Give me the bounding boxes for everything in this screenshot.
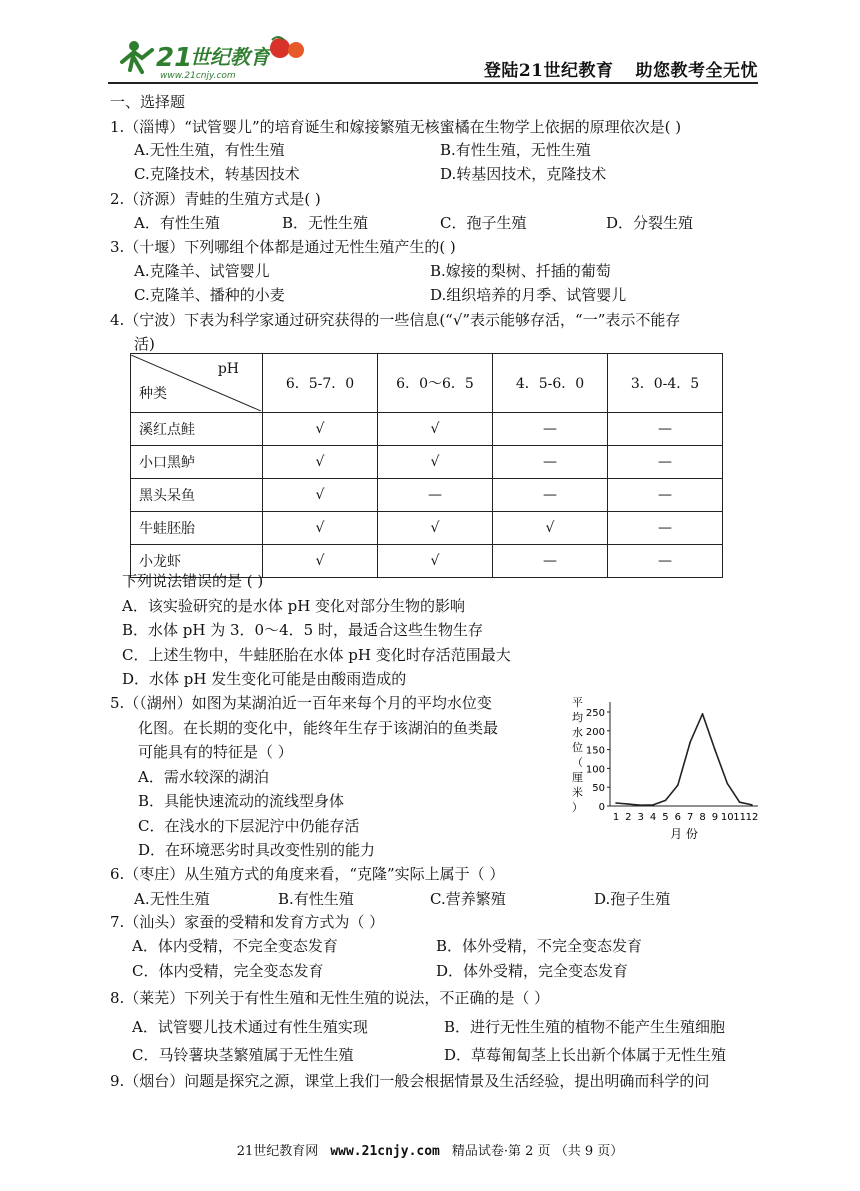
section-title: 一、选择题 [110,93,186,111]
q7-stem: 7.（汕头）家蚕的受精和发育方式为（ ） [110,913,385,931]
q6-option-c: C.营养繁殖 [430,890,506,908]
q4-option-d: D．水体 pH 发生变化可能是由酸雨造成的 [122,670,407,688]
q2-option-a: A．有性生殖 [134,214,220,232]
data-point [677,785,679,787]
q2-stem: 2.（济源）青蛙的生殖方式是( ) [110,190,321,208]
q5-stem-line3: 可能具有的特征是（ ） [138,743,293,761]
table-corner-cell [131,354,263,413]
q7-option-b: B．体外受精，不完全变态发育 [436,937,643,955]
footer-page: 精品试卷·第 2 页 （共 9 页） [451,1144,624,1159]
y-axis-label-char: （ [572,756,583,769]
x-tick-label: 9 [711,812,719,823]
data-point [628,803,630,805]
q8-option-d: D．草莓匍匐茎上长出新个体属于无性生殖 [444,1046,727,1064]
q3-option-d: D.组织培养的月季、试管婴儿 [430,286,627,304]
q1-option-b: B.有性生殖，无性生殖 [440,141,591,159]
q7-option-c: C．体内受精，完全变态发育 [132,962,324,980]
slogan-left: 登陆21世纪教育 [483,61,614,81]
table-row [131,413,723,446]
y-tick-label: 200 [585,726,605,738]
x-tick-label: 8 [699,812,706,823]
x-tick-label: 12 [745,812,759,823]
data-point [702,713,704,715]
q2-option-d: D．分裂生殖 [606,214,694,232]
footer-url: www.21cnjy.com [330,1144,440,1159]
q5-option-b: B．具能快速流动的流线型身体 [138,792,345,810]
column-header: 6．5-7．0 [263,354,378,413]
svg-text:世纪教育: 世纪教育 [190,45,270,69]
logo [112,32,312,80]
y-tick-label: 50 [592,783,605,795]
q4-option-a: A．该实验研究的是水体 pH 变化对部分生物的影响 [122,597,466,615]
data-point [714,749,716,751]
q4-stem-line1: 4.（宁波）下表为科学家通过研究获得的一些信息(“√”表示能够存活，“一”表示不能存 [110,311,681,329]
table-cell: — [608,413,723,446]
data-point [652,804,654,806]
q5-stem-line2: 化图。在长期的变化中，能终年生存于该湖泊的鱼类最 [138,719,499,737]
q3-stem: 3.（十堰）下列哪组个体都是通过无性生殖产生的( ) [110,238,456,256]
table-cell: √ [493,512,608,545]
svg-text:www.21cnjy.com: www.21cnjy.com [160,71,236,80]
q6-stem: 6.（枣庄）从生殖方式的角度来看，“克隆”实际上属于（ ） [110,865,505,883]
species-cell: 小口黑鲈 [131,446,263,479]
table-cell: — [608,545,723,578]
table-cell: √ [263,545,378,578]
header-slogan [484,56,758,81]
q5-option-d: D．在环境恶劣时具改变性别的能力 [138,841,376,859]
table-cell: — [608,446,723,479]
x-tick-label: 1 [612,812,620,823]
slogan-right: 助您教考全无忧 [635,61,758,81]
table-cell: √ [263,479,378,512]
q4-stem-line2: 活) [134,335,155,353]
q5-stem-line1: 5.（（湖州）如图为某湖泊近一百年来每个月的平均水位变 [110,694,492,712]
corner-species-label: 种类 [139,386,167,402]
x-tick-label: 5 [662,812,669,823]
corner-ph-label: pH [217,361,239,377]
table-cell: — [493,479,608,512]
y-tick-label: 250 [585,708,605,719]
table-cell: √ [378,413,493,446]
x-tick-label: 4 [649,812,657,823]
q4-option-b: B．水体 pH 为 3．0～4．5 时，最适合这些生物生存 [122,621,483,639]
species-cell: 小龙虾 [131,545,263,578]
svg-text:21: 21 [156,43,193,73]
table-cell: — [493,545,608,578]
x-axis-label: 月 份 [670,827,698,841]
q3-option-c: C.克隆羊、播种的小麦 [134,286,285,304]
q5-option-c: C．在浅水的下层泥泞中仍能存活 [138,817,360,835]
x-tick-label: 7 [686,812,694,823]
y-axis-label-char: 厘 [572,771,583,784]
table-row [131,479,723,512]
logo-graphic [112,32,312,80]
q8-stem: 8.（莱芜）下列关于有性生殖和无性生殖的说法，不正确的是（ ） [110,989,550,1007]
y-tick-label: 100 [585,764,605,776]
q1-option-c: C.克隆技术，转基因技术 [134,165,300,183]
q9-stem: 9.（烟台）问题是探究之源，课堂上我们一般会根据情景及生活经验，提出明确而科学的问 [110,1072,710,1090]
table-row [131,512,723,545]
species-cell: 牛蛙胚胎 [131,512,263,545]
q7-option-d: D．体外受精，完全变态发育 [436,962,629,980]
x-tick-label: 11 [733,812,747,823]
q3-option-b: B.嫁接的梨树、扦插的葡萄 [430,262,611,280]
data-point [615,802,617,804]
water-level-chart-svg [568,692,768,852]
q1-stem: 1.（淄博）“试管婴儿”的培育诞生和嫁接繁殖无核蜜橘在生物学上依据的原理依次是( ) [110,118,682,136]
table-cell: — [608,479,723,512]
table-cell: √ [263,413,378,446]
q1-option-d: D.转基因技术，克隆技术 [440,165,607,183]
table-header-row [131,354,723,413]
data-point [751,804,753,806]
q1-option-a: A.无性生殖，有性生殖 [134,141,285,159]
q8-option-c: C．马铃薯块茎繁殖属于无性生殖 [132,1046,354,1064]
table-cell: — [493,446,608,479]
table-cell: √ [378,446,493,479]
table-cell: — [493,413,608,446]
y-axis-label-char: 均 [572,711,583,724]
table-cell: — [608,512,723,545]
water-level-line [616,714,752,805]
data-point [689,741,691,743]
data-point [665,800,667,802]
q7-option-a: A．体内受精，不完全变态发育 [132,937,338,955]
y-axis-label-char: ） [572,801,583,814]
q8-option-b: B．进行无性生殖的植物不能产生生殖细胞 [444,1018,726,1036]
q4-prompt: 下列说法错误的是 ( ) [122,572,264,590]
x-tick-label: 10 [720,812,734,823]
x-tick-label: 3 [637,812,644,823]
species-cell: 黑头呆鱼 [131,479,263,512]
column-header: 6．0～6．5 [378,354,493,413]
y-axis-label-char: 位 [572,741,583,754]
q4-option-c: C．上述生物中，牛蛙胚胎在水体 pH 变化时存活范围最大 [122,646,511,664]
column-header: 4．5-6．0 [493,354,608,413]
y-tick-label: 150 [585,745,605,757]
page-footer [0,1140,860,1159]
data-point [726,783,728,785]
q6-option-d: D.孢子生殖 [594,890,671,908]
table-cell: √ [263,446,378,479]
y-tick-label: 0 [598,802,605,813]
q2-option-b: B．无性生殖 [282,214,369,232]
table-cell: √ [378,545,493,578]
x-tick-label: 2 [625,812,632,823]
x-tick-label: 6 [674,812,682,823]
q3-option-a: A.克隆羊、试管婴儿 [134,262,270,280]
species-cell: 溪红点鲑 [131,413,263,446]
table-cell: √ [263,512,378,545]
ph-table [130,353,723,578]
y-axis-label-char: 平 [572,696,583,709]
table-row [131,446,723,479]
q5-option-a: A．需水较深的湖泊 [138,768,269,786]
table-cell: √ [378,512,493,545]
q2-option-c: C．孢子生殖 [440,214,527,232]
data-point [739,801,741,803]
footer-site: 21世纪教育网 [236,1144,319,1159]
q6-option-b: B.有性生殖 [278,890,354,908]
page-header [108,30,758,84]
y-axis-label-char: 米 [572,786,583,799]
q6-option-a: A.无性生殖 [134,890,210,908]
water-level-chart [568,692,768,852]
table-cell: — [378,479,493,512]
column-header: 3．0-4．5 [608,354,723,413]
y-axis-label-char: 水 [572,726,583,739]
data-point [640,804,642,806]
q8-option-a: A．试管婴儿技术通过有性生殖实现 [132,1018,368,1036]
